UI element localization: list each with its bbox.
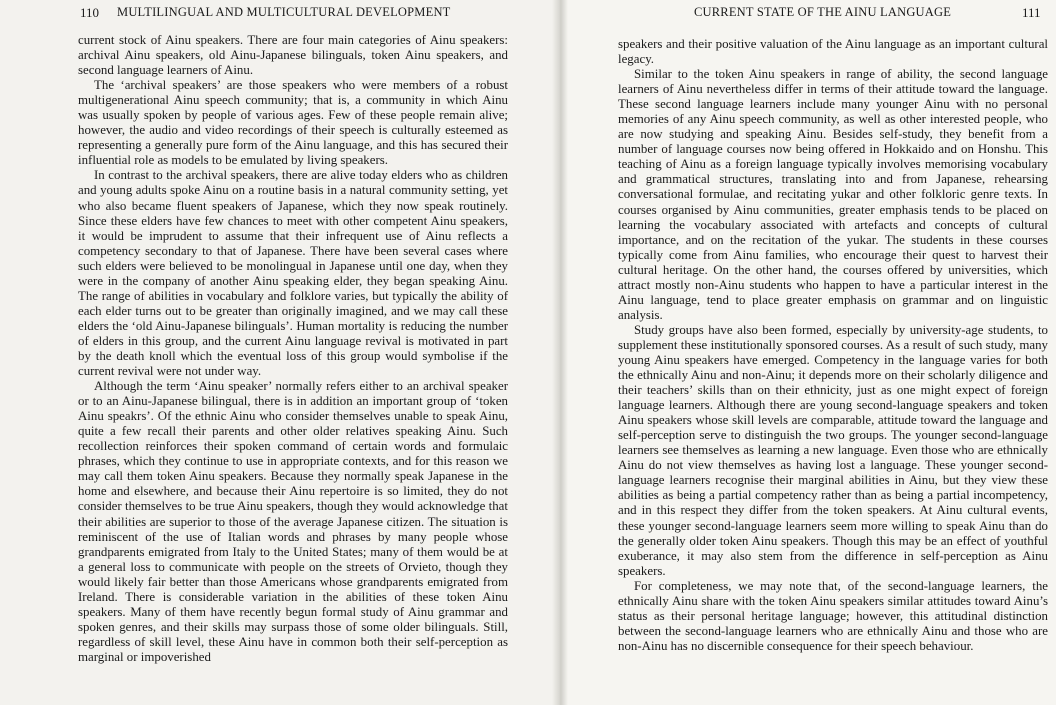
right-page [560, 0, 1056, 705]
paragraph: Although the term ‘Ainu speaker’ normally refers either to an archival speaker or to an Ainu-Japanese bilingual, there is in addition an important group of ‘token Ainu speakrs’. Of the ethnic Ainu who consider themselves unable to speak Ainu, quite a few recall their parents and other older relatives speaking Ainu. Such recollection reinforces their spoken command of certain words and formulaic phrases, which they continue to use in appropriate contexts, and for this reason we may call them token Ainu speakers. Because they normally speak Japanese in the home and elsewhere, and because their Ainu repertoire is so limited, they do not consider themselves to be true Ainu speakers, though they would acknowledge that their abilities are superior to those of the average Japanese citizen. The situation is reminiscent of the use of Italian words and phrases by many people whose grandparents emigrated from Italy to the United States; many of them would be at a general loss to communicate with people on the streets of Orvieto, though they would likely fair better than those Americans whose grandparents emigrated from Ireland. There is considerable variation in the abilities of these token Ainu speakers. Many of them have recently begun formal study of Ainu grammar and spoken genres, and their skills may surpass those of some older bilinguals. Still, regardless of skill level, these Ainu have in common both their self-perception as marginal or impoverished [78, 379, 508, 664]
page-number: 111 [1022, 5, 1041, 20]
paragraph: For completeness, we may note that, of the second-language learners, the ethnically Ainu share with the token Ainu speakers similar attitudes toward Ainu’s status as their personal heritage language; however, this attitudinal distinction between the second-language learners who are ethnically Ainu and those who are non-Ainu has no discernible consequence for their speech behaviour. [618, 578, 1048, 653]
running-head: CURRENT STATE OF THE AINU LANGUAGE [694, 5, 952, 19]
body-text [78, 33, 508, 665]
page-number: 110 [80, 5, 100, 20]
book-gutter [552, 0, 568, 705]
paragraph: current stock of Ainu speakers. There are four main categories of Ainu speakers: archival Ainu speakers, old Ainu-Japanese bilinguals, token Ainu speakers, and second language learners of Ainu. [78, 33, 508, 78]
running-head: MULTILINGUAL AND MULTICULTURAL DEVELOPMENT [117, 5, 451, 19]
paragraph: The ‘archival speakers’ are those speakers who were members of a robust multigenerational Ainu speech community; that is, a community in which Ainu was usually spoken by people of various ages. Few of these people remain alive; however, the audio and video recordings of their speech is culturally esteemed as representing a generally pure form of the Ainu language, and this has secured their influential role as models to be emulated by living speakers. [78, 78, 508, 168]
paragraph: speakers and their positive valuation of the Ainu language as an important cultural legacy. [618, 37, 1048, 67]
paragraph: Similar to the token Ainu speakers in range of ability, the second language learners of Ainu nevertheless differ in terms of their attitude toward the language. These second language learners include many younger Ainu with no personal memories of any Ainu speech community, as well as other interested people, who are now studying and speaking Ainu. Besides self-study, they benefit from a number of language courses now being offered in Hokkaido and on Honshu. This teaching of Ainu as a foreign language typically involves memorising vocabulary and grammatical structures, translating into and from Japanese, rehearsing conversational formulae, and recitating yukar and other folkloric genre texts. In courses organised by Ainu communities, greater emphasis tends to be placed on learning the vocabulary associated with artefacts and concepts of cultural importance, and on the recitation of the yukar. The students in these courses typically come from Ainu families, who encourage their quest to harvest their cultural heritage. On the other hand, the courses offered by universities, which attract mostly non-Ainu students who happen to have a particular interest in the Ainu language, tend to place greater emphasis on grammar and on linguistic analysis. [618, 67, 1048, 322]
paragraph: Study groups have also been formed, especially by university-age students, to supplement these institutionally sponsored courses. As a result of such study, many young Ainu speakers have emerged. Competency in the language varies for both the ethnically Ainu and non-Ainu; it depends more on their scholarly diligence and their teachers’ skills than on their ethnicity, just as one might expect of foreign language learners. Although there are young second-language speakers and token Ainu speakers whose skill levels are comparable, attitude toward the language and self-perception serve to distinguish the two groups. The younger second-language learners see themselves as learning a new language. Even those who are ethnically Ainu do not view themselves as having lost a language. These younger second-language learners recognise their marginal abilities in Ainu, but they view these abilities as being a partial competency rather than as being a partial incompetency, and in this respect they differ from the token speakers. At Ainu cultural events, these younger second-language learners seem more willing to speak Ainu than do the generally older token Ainu speakers. Though this may be an effect of youthful exuberance, it may also stem from the difference in self-perception as Ainu speakers. [618, 322, 1048, 578]
paragraph: In contrast to the archival speakers, there are alive today elders who as children and young adults spoke Ainu on a routine basis in a natural community setting, yet who also became fluent speakers of Japanese, which they now speak routinely. Since these elders have few chances to meet with other competent Ainu speakers, it would be imprudent to assume that their infrequent use of Ainu reflects a competency secondary to that of Japanese. There have been several cases where such elders were believed to be monolingual in Japanese until one day, when they were in the company of another Ainu speaking elder, they began speaking Ainu. The range of abilities in vocabulary and folklore varies, but typically the ability of each elder turns out to be greater than originally imagined, and we may call these elders the ‘old Ainu-Japanese bilinguals’. Human mortality is reducing the number of elders in this group, and the current Ainu language revival is motivated in part by the death knoll which the eventual loss of this group would symbolise if the current revival were not under way. [78, 168, 508, 379]
body-text [618, 37, 1048, 654]
